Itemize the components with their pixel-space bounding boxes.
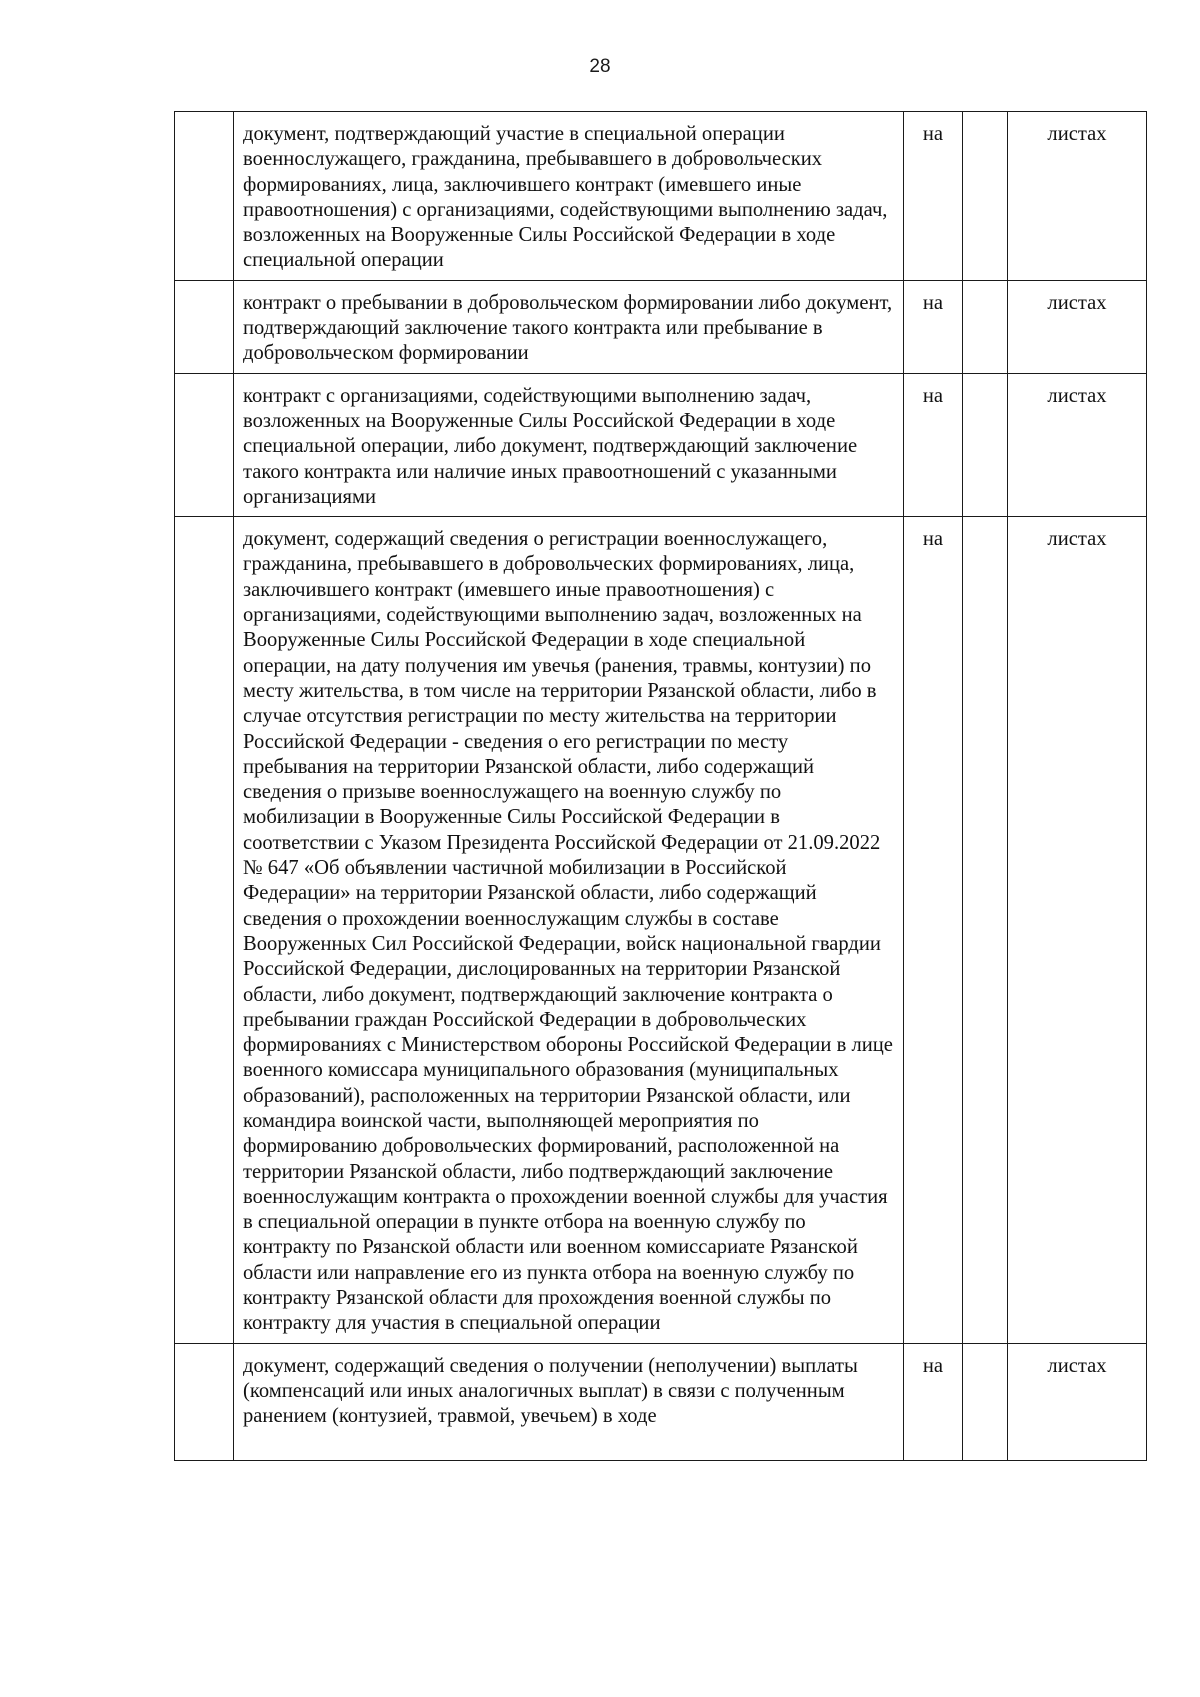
na-label: на bbox=[904, 373, 963, 516]
document-description: документ, подтверждающий участие в специальной операции военнослужащего, гражданина, пребывавшего в добровольческих формированиях, лица, заключившего контракт (имевшего иные правоотношения) с организациями, содействующими выполнению задач, возложенных на Вооруженные Силы Российской Федерации в ходе специальной операции bbox=[234, 112, 904, 281]
table-row bbox=[175, 1343, 1147, 1460]
document-description: контракт о пребывании в добровольческом формировании либо документ, подтверждающий заключение такого контракта или пребывание в добровольческом формировании bbox=[234, 280, 904, 373]
sheet-count-cell[interactable] bbox=[963, 112, 1008, 281]
sheet-count-cell[interactable] bbox=[963, 1343, 1008, 1460]
checkbox-cell[interactable] bbox=[175, 280, 234, 373]
table-row bbox=[175, 112, 1147, 281]
page-number: 28 bbox=[589, 56, 611, 77]
table-row bbox=[175, 280, 1147, 373]
checkbox-cell[interactable] bbox=[175, 112, 234, 281]
sheets-label: листах bbox=[1008, 517, 1147, 1344]
sheets-label: листах bbox=[1008, 373, 1147, 516]
sheet-count-cell[interactable] bbox=[963, 373, 1008, 516]
na-label: на bbox=[904, 1343, 963, 1460]
checkbox-cell[interactable] bbox=[175, 1343, 234, 1460]
sheets-label: листах bbox=[1008, 112, 1147, 281]
sheets-label: листах bbox=[1008, 1343, 1147, 1460]
checkbox-cell[interactable] bbox=[175, 517, 234, 1344]
table-row bbox=[175, 373, 1147, 516]
na-label: на bbox=[904, 280, 963, 373]
checkbox-cell[interactable] bbox=[175, 373, 234, 516]
sheet-count-cell[interactable] bbox=[963, 280, 1008, 373]
sheet-count-cell[interactable] bbox=[963, 517, 1008, 1344]
documents-table bbox=[174, 111, 1147, 1461]
table-row bbox=[175, 517, 1147, 1344]
document-description: документ, содержащий сведения о получении (неполучении) выплаты (компенсаций или иных аналогичных выплат) в связи с полученным ранением (контузией, травмой, увечьем) в ходе bbox=[234, 1343, 904, 1460]
na-label: на bbox=[904, 517, 963, 1344]
document-description: контракт с организациями, содействующими выполнению задач, возложенных на Вооруженные Силы Российской Федерации в ходе специальной операции, либо документ, подтверждающий заключение такого контракта или наличие иных правоотношений с указанными организациями bbox=[234, 373, 904, 516]
document-description: документ, содержащий сведения о регистрации военнослужащего, гражданина, пребывавшего в добровольческих формированиях, лица, заключившего контракт (имевшего иные правоотношения) с организациями, содействующими выполнению задач, возложенных на Вооруженные Силы Российской Федерации в ходе специальной операции, на дату получения им увечья (ранения, травмы, контузии) по месту жительства, в том числе на территории Рязанской области, либо в случае отсутствия регистрации по месту жительства на территории Российской Федерации - сведения о его регистрации по месту пребывания на территории Рязанской области, либо содержащий сведения о призыве военнослужащего на военную службу по мобилизации в Вооруженные Силы Российской Федерации в соответствии с Указом Президента Российской Федерации от 21.09.2022 № 647 «Об объявлении частичной мобилизации в Российской Федерации» на территории Рязанской области, либо содержащий сведения о прохождении военнослужащим службы в составе Вооруженных Сил Российской Федерации, войск национальной гвардии Российской Федерации, дислоцированных на территории Рязанской области, либо документ, подтверждающий заключение контракта о пребывании граждан Российской Федерации в добровольческих формированиях с Министерством обороны Российской Федерации в лице военного комиссара муниципального образования (муниципальных образований), расположенных на территории Рязанской области, или командира воинской части, выполняющей мероприятия по формированию добровольческих формирований, расположенной на территории Рязанской области, либо подтверждающий заключение военнослужащим контракта о прохождении военной службы для участия в специальной операции в пункте отбора на военную службу по контракту по Рязанской области или военном комиссариате Рязанской области или направление его из пункта отбора на военную службу по контракту Рязанской области для прохождения военной службы по контракту для участия в специальной операции bbox=[234, 517, 904, 1344]
sheets-label: листах bbox=[1008, 280, 1147, 373]
na-label: на bbox=[904, 112, 963, 281]
